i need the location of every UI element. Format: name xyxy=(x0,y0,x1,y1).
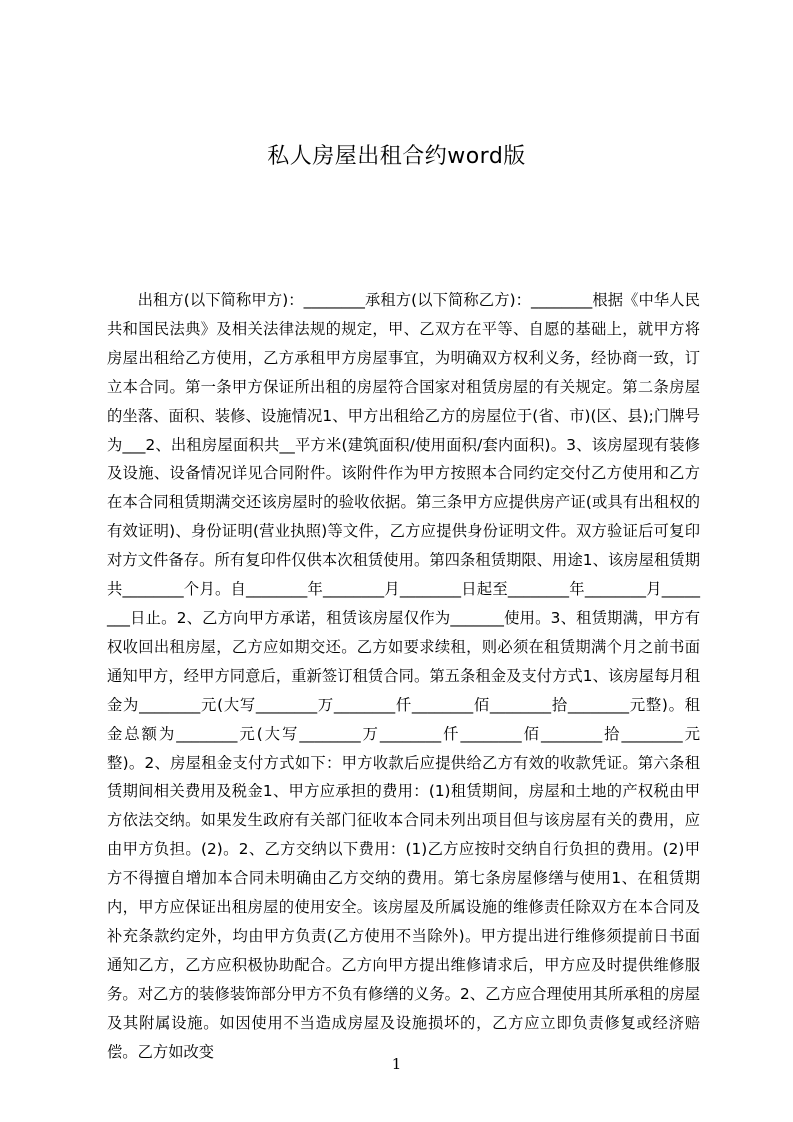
document-body-paragraph: 出租方(以下简称甲方)：________承租方(以下简称乙方)：________根据《中华人民共和国民法典》及相关法律法规的规定，甲、乙双方在平等、自愿的基础上，就甲方将房屋出租给乙方使用，乙方承租甲方房屋事宜，为明确双方权利义务，经协商一致，订立本合同。第一条甲方保证所出租的房屋符合国家对租赁房屋的有关规定。第二条房屋的坐落、面积、装修、设施情况1、甲方出租给乙方的房屋位于(省、市)(区、县);门牌号为___2、出租房屋面积共__平方米(建筑面积/使用面积/套内面积)。3、该房屋现有装修及设施、设备情况详见合同附件。该附件作为甲方按照本合同约定交付乙方使用和乙方在本合同租赁期满交还该房屋时的验收依据。第三条甲方应提供房产证(或具有出租权的有效证明)、身份证明(营业执照)等文件，乙方应提供身份证明文件。双方验证后可复印对方文件备存。所有复印件仅供本次租赁使用。第四条租赁期限、用途1、该房屋租赁期共________个月。自________年________月________日起至________年________月________日止。2、乙方向甲方承诺，租赁该房屋仅作为_______使用。3、租赁期满，甲方有权收回出租房屋，乙方应如期交还。乙方如要求续租，则必须在租赁期满个月之前书面通知甲方，经甲方同意后，重新签订租赁合同。第五条租金及支付方式1、该房屋每月租金为________元(大写________万________仟________佰________拾________元整)。租金总额为________元(大写________万________仟________佰________拾________元整)。2、房屋租金支付方式如下：甲方收款后应提供给乙方有效的收款凭证。第六条租赁期间相关费用及税金1、甲方应承担的费用：(1)租赁期间，房屋和土地的产权税由甲方依法交纳。如果发生政府有关部门征收本合同未列出项目但与该房屋有关的费用，应由甲方负担。(2)。2、乙方交纳以下费用：(1)乙方应按时交纳自行负担的费用。(2)甲方不得擅自增加本合同未明确由乙方交纳的费用。第七条房屋修缮与使用1、在租赁期内，甲方应保证出租房屋的使用安全。该房屋及所属设施的维修责任除双方在本合同及补充条款约定外，均由甲方负责(乙方使用不当除外)。甲方提出进行维修须提前日书面通知乙方，乙方应积极协助配合。乙方向甲方提出维修请求后，甲方应及时提供维修服务。对乙方的装修装饰部分甲方不负有修缮的义务。2、乙方应合理使用其所承租的房屋及其附属设施。如因使用不当造成房屋及设施损坏的，乙方应立即负责修复或经济赔偿。乙方如改变 xyxy=(107,291,700,1061)
page-number: 1 xyxy=(391,1055,402,1073)
document-title: 私人房屋出租合约word版 xyxy=(267,144,526,169)
